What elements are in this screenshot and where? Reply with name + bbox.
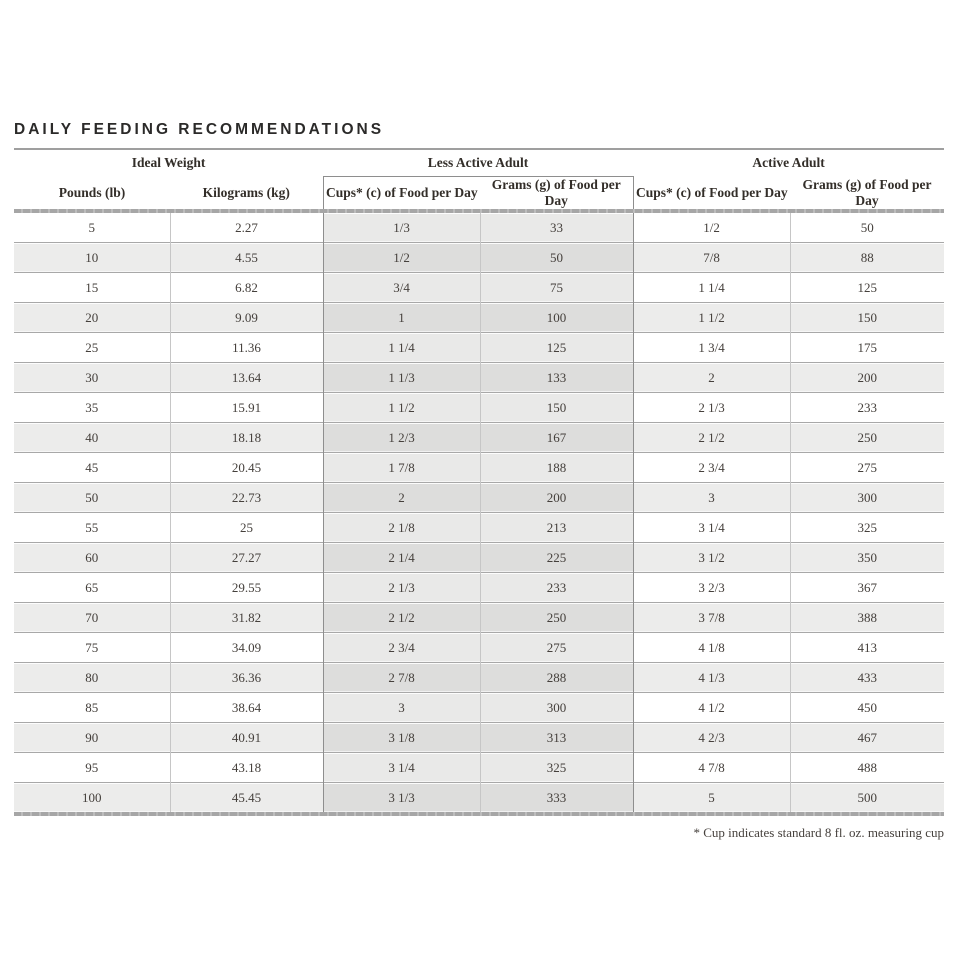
table-row: [14, 273, 944, 303]
table-cell: 100: [480, 303, 633, 333]
table-cell: 3 2/3: [633, 573, 790, 603]
table-cell: 3 1/2: [633, 543, 790, 573]
table-cell: 3: [323, 693, 480, 723]
table-cell: 13.64: [170, 363, 323, 393]
table-cell: 2: [633, 363, 790, 393]
table-cell: 31.82: [170, 603, 323, 633]
table-cell: 125: [480, 333, 633, 363]
table-cell: 29.55: [170, 573, 323, 603]
table-cell: 90: [14, 723, 170, 753]
table-cell: 50: [14, 483, 170, 513]
table-cell: 3/4: [323, 273, 480, 303]
table-cell: 1/2: [633, 213, 790, 243]
table-cell: 34.09: [170, 633, 323, 663]
table-row: [14, 213, 944, 243]
table-cell: 30: [14, 363, 170, 393]
table-row: [14, 663, 944, 693]
table-cell: 9.09: [170, 303, 323, 333]
table-row: [14, 303, 944, 333]
table-cell: 233: [790, 393, 944, 423]
column-header-pounds: Pounds (lb): [58, 184, 126, 200]
table-cell: 213: [480, 513, 633, 543]
table-cell: 3 7/8: [633, 603, 790, 633]
table-row: [14, 453, 944, 483]
table-row: [14, 723, 944, 753]
group-header-less-active-adult: Less Active Adult: [427, 155, 529, 170]
table-cell: 1 3/4: [633, 333, 790, 363]
table-cell: 2 7/8: [323, 663, 480, 693]
column-header-cups-active: Cups* (c) of Food per Day: [635, 184, 788, 200]
table-cell: 7/8: [633, 243, 790, 273]
table-cell: 288: [480, 663, 633, 693]
table-cell: 175: [790, 333, 944, 363]
table-cell: 43.18: [170, 753, 323, 783]
table-header: [14, 150, 944, 213]
table-cell: 27.27: [170, 543, 323, 573]
table-cell: 1 1/2: [323, 393, 480, 423]
column-header-cups-less-active: Cups* (c) of Food per Day: [323, 177, 480, 210]
table-cell: 55: [14, 513, 170, 543]
table-cell: 2 1/2: [323, 603, 480, 633]
table-cell: 200: [480, 483, 633, 513]
table-cell: 4.55: [170, 243, 323, 273]
table-cell: 1 1/4: [323, 333, 480, 363]
table-cell: 95: [14, 753, 170, 783]
table-cell: 1/3: [323, 213, 480, 243]
table-cell: 125: [790, 273, 944, 303]
table-cell: 5: [14, 213, 170, 243]
table-cell: 2.27: [170, 213, 323, 243]
table-cell: 3 1/8: [323, 723, 480, 753]
table-cell: 275: [480, 633, 633, 663]
table-cell: 50: [480, 243, 633, 273]
table-cell: 4 1/2: [633, 693, 790, 723]
table-cell: 38.64: [170, 693, 323, 723]
table-row: [14, 333, 944, 363]
table-bottom-bar: [14, 812, 944, 816]
table-cell: 325: [790, 513, 944, 543]
table-cell: 35: [14, 393, 170, 423]
table-cell: 3 1/4: [633, 513, 790, 543]
table-cell: 2 3/4: [323, 633, 480, 663]
table-cell: 60: [14, 543, 170, 573]
table-cell: 225: [480, 543, 633, 573]
table-row: [14, 783, 944, 813]
table-cell: 2 1/2: [633, 423, 790, 453]
table-body: [14, 213, 944, 812]
table-cell: 3 1/4: [323, 753, 480, 783]
table-cell: 467: [790, 723, 944, 753]
table-cell: 6.82: [170, 273, 323, 303]
table-cell: 313: [480, 723, 633, 753]
table-cell: 25: [170, 513, 323, 543]
table-cell: 1 1/3: [323, 363, 480, 393]
table-cell: 45.45: [170, 783, 323, 813]
table-cell: 100: [14, 783, 170, 813]
table-cell: 250: [790, 423, 944, 453]
table-row: [14, 603, 944, 633]
table-cell: 65: [14, 573, 170, 603]
table-cell: 413: [790, 633, 944, 663]
table-row: [14, 393, 944, 423]
table-cell: 150: [480, 393, 633, 423]
table-cell: 250: [480, 603, 633, 633]
table-cell: 36.36: [170, 663, 323, 693]
table-cell: 5: [633, 783, 790, 813]
table-cell: 350: [790, 543, 944, 573]
table-cell: 2 1/3: [323, 573, 480, 603]
table-cell: 4 7/8: [633, 753, 790, 783]
table-row: [14, 513, 944, 543]
table-cell: 45: [14, 453, 170, 483]
table-cell: 233: [480, 573, 633, 603]
table-cell: 85: [14, 693, 170, 723]
table-cell: 2 3/4: [633, 453, 790, 483]
table-row: [14, 363, 944, 393]
table-cell: 4 1/3: [633, 663, 790, 693]
table-row: [14, 573, 944, 603]
table-row: [14, 753, 944, 783]
table-cell: 2: [323, 483, 480, 513]
table-cell: 167: [480, 423, 633, 453]
table-row: [14, 633, 944, 663]
table-cell: 2 1/3: [633, 393, 790, 423]
table-cell: 488: [790, 753, 944, 783]
table-cell: 388: [790, 603, 944, 633]
table-cell: 367: [790, 573, 944, 603]
table-cell: 88: [790, 243, 944, 273]
table-cell: 40: [14, 423, 170, 453]
group-header-ideal-weight: Ideal Weight: [131, 155, 206, 171]
table-cell: 18.18: [170, 423, 323, 453]
table-cell: 1 2/3: [323, 423, 480, 453]
table-cell: 33: [480, 213, 633, 243]
table-row: [14, 243, 944, 273]
table-cell: 1/2: [323, 243, 480, 273]
table-row: [14, 693, 944, 723]
table-cell: 325: [480, 753, 633, 783]
table-cell: 2 1/8: [323, 513, 480, 543]
table-cell: 25: [14, 333, 170, 363]
table-cell: 70: [14, 603, 170, 633]
table-cell: 3 1/3: [323, 783, 480, 813]
table-cell: 1 1/2: [633, 303, 790, 333]
table-cell: 300: [480, 693, 633, 723]
table-cell: 20.45: [170, 453, 323, 483]
table-cell: 300: [790, 483, 944, 513]
table-cell: 15.91: [170, 393, 323, 423]
table-cell: 75: [480, 273, 633, 303]
table-cell: 80: [14, 663, 170, 693]
table-cell: 3: [633, 483, 790, 513]
table-cell: 11.36: [170, 333, 323, 363]
table-row: [14, 543, 944, 573]
table-cell: 333: [480, 783, 633, 813]
column-header-grams-less-active: Grams (g) of Food per Day: [480, 177, 633, 210]
feeding-table: [14, 150, 944, 816]
table-row: [14, 483, 944, 513]
table-row: [14, 423, 944, 453]
table-cell: 1: [323, 303, 480, 333]
table-cell: 4 2/3: [633, 723, 790, 753]
footnote: * Cup indicates standard 8 fl. oz. measuring cup: [693, 825, 944, 840]
table-cell: 40.91: [170, 723, 323, 753]
table-cell: 500: [790, 783, 944, 813]
column-header-kilograms: Kilograms (kg): [202, 184, 290, 200]
table-cell: 10: [14, 243, 170, 273]
table-cell: 20: [14, 303, 170, 333]
page-title: DAILY FEEDING RECOMMENDATIONS: [14, 121, 385, 138]
table-cell: 1 1/4: [633, 273, 790, 303]
table-cell: 275: [790, 453, 944, 483]
table-cell: 75: [14, 633, 170, 663]
table-cell: 433: [790, 663, 944, 693]
column-header-row: [14, 177, 944, 210]
table-cell: 15: [14, 273, 170, 303]
table-cell: 50: [790, 213, 944, 243]
group-header-row: [14, 150, 944, 177]
group-header-active-adult: Active Adult: [752, 155, 825, 171]
column-header-grams-active: Grams (g) of Food per Day: [802, 176, 932, 208]
table-cell: 4 1/8: [633, 633, 790, 663]
table-cell: 1 7/8: [323, 453, 480, 483]
table-cell: 450: [790, 693, 944, 723]
table-cell: 133: [480, 363, 633, 393]
table-cell: 2 1/4: [323, 543, 480, 573]
table-cell: 188: [480, 453, 633, 483]
table-cell: 150: [790, 303, 944, 333]
table-cell: 22.73: [170, 483, 323, 513]
table-cell: 200: [790, 363, 944, 393]
